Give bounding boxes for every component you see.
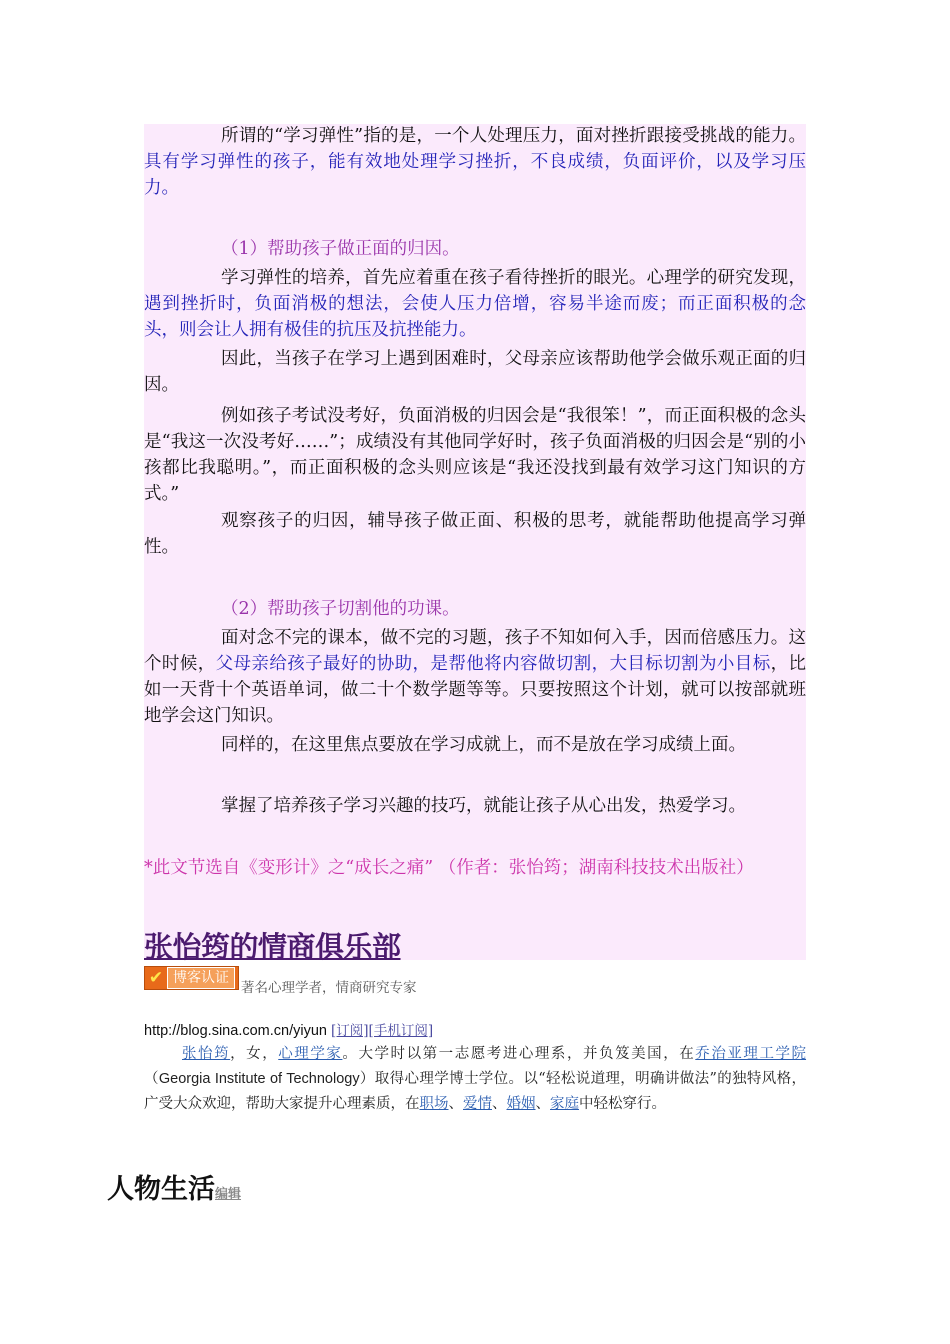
- blog-url[interactable]: http://blog.sina.com.cn/yiyun: [144, 1023, 327, 1039]
- section-heading: [107, 1167, 241, 1206]
- definition-text: 所谓的“学习弹性”指的是，一个人处理压力，面对挫折跟接受挑战的能力。: [221, 126, 806, 146]
- bio-text-1: ，女，: [230, 1046, 279, 1062]
- bio-text-3: （: [144, 1071, 159, 1087]
- love-link[interactable]: 爱情: [463, 1096, 492, 1112]
- split-work-text: 面对念不完的课本，做不完的习题，孩子不知如何入手，因而倍感压力。这个时候，: [144, 628, 806, 674]
- section-title: 人物生活: [107, 1174, 215, 1205]
- attribution-highlight: 遇到挫折时，负面消极的想法，会使人压力倍增，容易半途而废；而正面积极的念头，则会让人拥有极佳的抗压及抗挫能力。: [144, 294, 806, 340]
- blog-url-row: [144, 1019, 433, 1039]
- marriage-link[interactable]: 婚姻: [506, 1096, 536, 1112]
- section-2-title: （2）帮助孩子切割他的功课。: [221, 599, 460, 619]
- blog-tagline: 著名心理学者，情商研究专家: [241, 980, 417, 996]
- bio-separator: 、: [535, 1096, 550, 1112]
- bio-separator: 、: [492, 1096, 507, 1112]
- blog-title-link[interactable]: 张怡筠的情商俱乐部: [144, 930, 401, 964]
- paragraph-observe: 观察孩子的归因，辅导孩子做正面、积极的思考，就能帮助他提高学习弹性。: [144, 511, 806, 557]
- bio-paragraph: [144, 1042, 806, 1117]
- source-note: *此文节选自《变形计》之“成长之痛” （作者：张怡筠；湖南科技技术出版社）: [144, 858, 754, 878]
- edit-link[interactable]: 编辑: [215, 1187, 242, 1202]
- bio-text-4: ）取得心理学博士学位。以“轻松说道理，明确讲做法”的独特风格，广受大众欢迎，帮助大家提升心理素质，在: [144, 1071, 807, 1112]
- definition-highlight: 具有学习弹性的孩子，能有效地处理学习挫折，不良成绩，负面评价，以及学习压力。: [144, 152, 806, 198]
- school-link[interactable]: 乔治亚理工学院: [695, 1046, 807, 1062]
- paragraph-conclusion: 掌握了培养孩子学习兴趣的技巧，就能让孩子从心出发，热爱学习。: [221, 796, 746, 816]
- check-mark-icon: ✔: [148, 968, 164, 988]
- paragraph-example: 例如孩子考试没考好，负面消极的归因会是“我很笨！”，而正面积极的念头是“我这一次没考好……”；成绩没有其他同学好时，孩子负面消极的归因会是“别的小孩都比我聪明。”，而正面积极的念头则应该是“我还没找到最有效学习这门知识的方式。”: [144, 406, 806, 504]
- attribution-text: 学习弹性的培养，首先应着重在孩子看待挫折的眼光。心理学的研究发现，: [221, 268, 806, 288]
- split-work-highlight: 父母亲给孩子最好的协助，是帮他将内容做切割，大目标切割为小目标: [215, 654, 771, 674]
- badge-label: 博客认证: [167, 967, 235, 989]
- bio-text-2: 。大学时以第一志愿考进心理系，并负笈美国，在: [342, 1046, 696, 1062]
- bio-separator: 、: [448, 1096, 463, 1112]
- blog-verified-badge: [144, 966, 239, 990]
- workplace-link[interactable]: 职场: [419, 1096, 449, 1112]
- section-1-title: （1）帮助孩子做正面的归因。: [221, 239, 460, 259]
- paragraph-attribution: [144, 265, 806, 343]
- name-link[interactable]: 张怡筠: [182, 1046, 231, 1062]
- subscribe-link[interactable]: [订阅]: [331, 1023, 369, 1039]
- mobile-subscribe-link[interactable]: [手机订阅]: [368, 1023, 434, 1039]
- paragraph-optimism: 因此，当孩子在学习上遇到困难时，父母亲应该帮助他学会做乐观正面的归因。: [144, 349, 806, 395]
- split-work-text-2: ，比如一天背十个英语单词，做二十个数学题等等。只要按照这个计划，就可以按部就班地学会这门知识。: [144, 654, 807, 726]
- paragraph-focus: 同样的，在这里焦点要放在学习成就上，而不是放在学习成绩上面。: [221, 735, 746, 755]
- psychologist-link[interactable]: 心理学家: [278, 1046, 343, 1062]
- bio-text-5: 中轻松穿行。: [579, 1096, 666, 1112]
- school-english-name: Georgia Institute of Technology: [158, 1071, 360, 1087]
- paragraph-split-work: [144, 625, 806, 729]
- paragraph-definition: [144, 123, 806, 201]
- family-link[interactable]: 家庭: [550, 1096, 579, 1112]
